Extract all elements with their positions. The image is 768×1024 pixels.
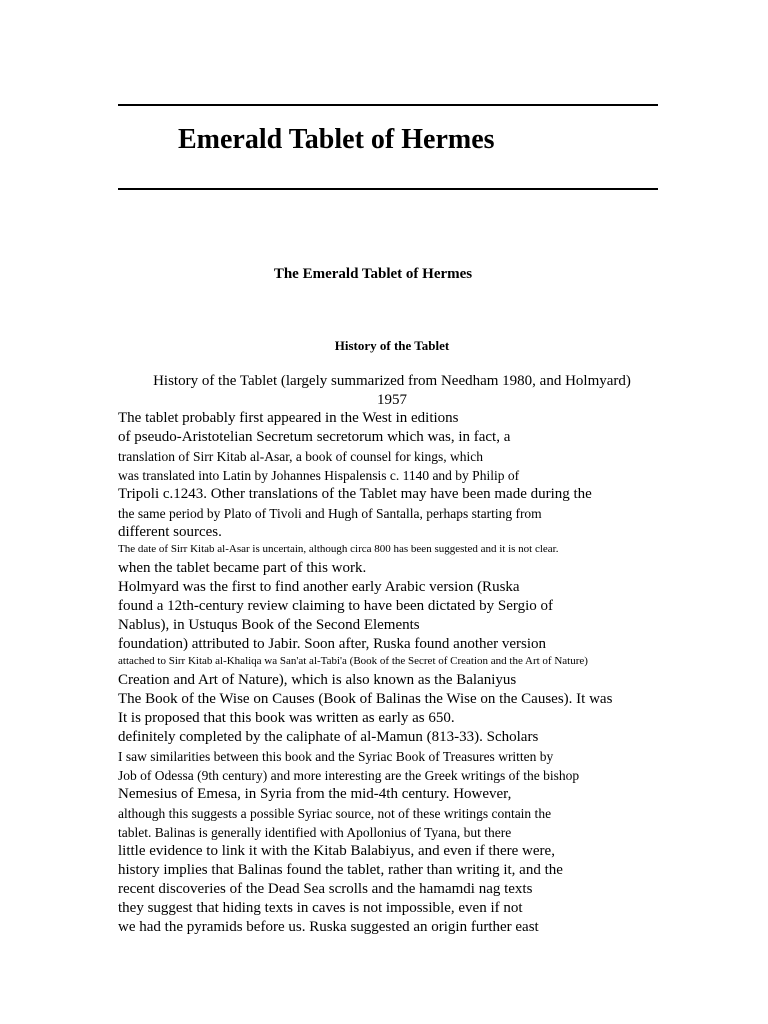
text-line: Job of Odessa (9th century) and more interesting are the Greek writings of the bishop (118, 768, 580, 783)
text-line: when the tablet became part of this work. (118, 560, 367, 576)
text-line: we had the pyramids before us. Ruska suggested an origin further east (118, 919, 539, 935)
text-line: found a 12th-century review claiming to have been dictated by Sergio of (118, 598, 553, 614)
text-line-note: The date of Sirr Kitab al-Asar is uncertain, although circa 800 has been suggested and it is not clear. (118, 543, 559, 555)
section-heading: History of the Tablet (334, 338, 450, 353)
text-line: I saw similarities between this book and the Syriac Book of Treasures written by (118, 749, 554, 764)
intro-line-2: 1957 (377, 392, 407, 408)
text-line: was translated into Latin by Johannes Hispalensis c. 1140 and by Philip of (118, 468, 520, 483)
text-line: they suggest that hiding texts in caves is not impossible, even if not (118, 900, 523, 916)
intro-line-1: History of the Tablet (largely summarized from Needham 1980, and Holmyard) (153, 373, 631, 389)
top-rule (118, 104, 658, 106)
intro-paragraph (118, 372, 666, 410)
text-line-note: attached to Sirr Kitab al-Khaliqa wa San'at al-Tabi'a (Book of the Secret of Creation and the Art of Nature) (118, 655, 588, 667)
bottom-rule (118, 188, 658, 190)
text-line: Creation and Art of Nature), which is also known as the Balaniyus (118, 672, 517, 688)
text-line: Nemesius of Emesa, in Syria from the mid-4th century. However, (118, 786, 512, 802)
document-subtitle: The Emerald Tablet of Hermes (273, 266, 473, 282)
text-line: of pseudo-Aristotelian Secretum secretorum which was, in fact, a (118, 429, 511, 445)
text-line: little evidence to link it with the Kitab Balabiyus, and even if there were, (118, 843, 555, 859)
text-line: The Book of the Wise on Causes (Book of Balinas the Wise on the Causes). It was (118, 691, 613, 707)
text-line: although this suggests a possible Syriac source, not of these writings contain the (118, 806, 552, 821)
text-line: recent discoveries of the Dead Sea scrolls and the hamamdi nag texts (118, 881, 533, 897)
body-text (118, 409, 678, 937)
text-line: the same period by Plato of Tivoli and Hugh of Santalla, perhaps starting from (118, 506, 542, 521)
text-line: Holmyard was the first to find another early Arabic version (Ruska (118, 579, 520, 595)
text-line: foundation) attributed to Jabir. Soon after, Ruska found another version (118, 636, 547, 652)
text-line: Nablus), in Ustuqus Book of the Second Elements (118, 617, 420, 633)
text-line: The tablet probably first appeared in the West in editions (118, 410, 459, 426)
page-title: Emerald Tablet of Hermes (178, 124, 495, 155)
text-line: different sources. (118, 524, 222, 540)
text-line: history implies that Balinas found the tablet, rather than writing it, and the (118, 862, 563, 878)
text-line: translation of Sirr Kitab al-Asar, a book of counsel for kings, which (118, 449, 484, 464)
text-line: Tripoli c.1243. Other translations of the Tablet may have been made during the (118, 486, 592, 502)
text-line: tablet. Balinas is generally identified with Apollonius of Tyana, but there (118, 825, 512, 840)
text-line: definitely completed by the caliphate of al-Mamun (813-33). Scholars (118, 729, 539, 745)
text-line: It is proposed that this book was written as early as 650. (118, 710, 455, 726)
